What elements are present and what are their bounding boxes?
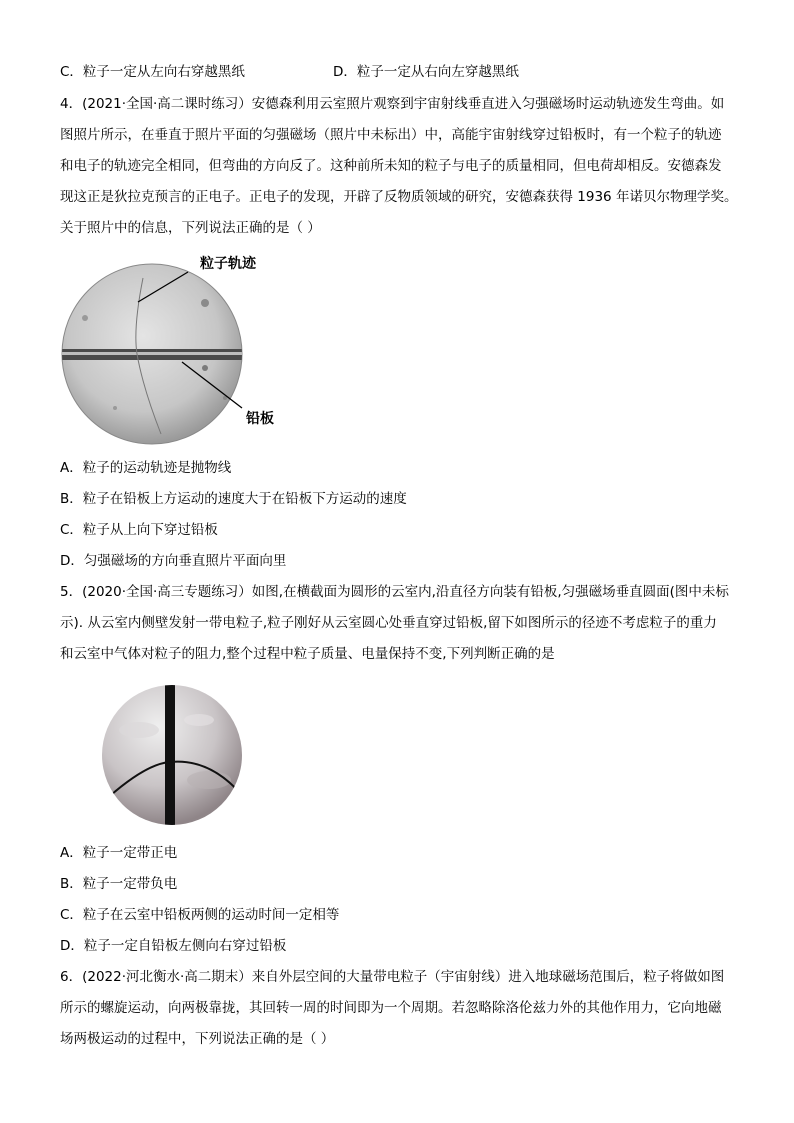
q4-stem-line-3: 和电子的轨迹完全相同，但弯曲的方向反了。这种前所未知的粒子与电子的质量相同，但电荷却相反。安德森发 bbox=[60, 158, 722, 174]
q4-stem-line-1: 4．(2021·全国·高二课时练习）安德森利用云室照片观察到宇宙射线垂直进入匀强磁场时运动轨迹发生弯曲。如 bbox=[60, 96, 725, 112]
q4-stem-line-5: 关于照片中的信息，下列说法正确的是（ ） bbox=[60, 220, 321, 236]
q3-option-c: C．粒子一定从左向右穿越黑纸 bbox=[60, 64, 245, 80]
q3-option-d: D．粒子一定从右向左穿越黑纸 bbox=[333, 64, 519, 80]
q5-stem-line-2: 示). 从云室内侧壁发射一带电粒子,粒子刚好从云室圆心处垂直穿过铅板,留下如图所示的径迹不考虑粒子的重力 bbox=[60, 615, 717, 631]
q6-stem-line-3: 场两极运动的过程中，下列说法正确的是（ ） bbox=[60, 1031, 335, 1047]
q4-figure-label-track: 粒子轨迹 bbox=[200, 256, 256, 272]
q5-option-c: C．粒子在云室中铅板两侧的运动时间一定相等 bbox=[60, 907, 340, 923]
q5-stem-line-1: 5．(2020·全国·高三专题练习）如图,在横截面为圆形的云室内,沿直径方向装有铅板,匀强磁场垂直圆面(图中未标 bbox=[60, 584, 729, 600]
q4-option-b: B．粒子在铅板上方运动的速度大于在铅板下方运动的速度 bbox=[60, 491, 407, 507]
q5-option-d: D．粒子一定自铅板左侧向右穿过铅板 bbox=[60, 938, 287, 954]
q5-option-a: A．粒子一定带正电 bbox=[60, 845, 178, 861]
q5-stem-line-3: 和云室中气体对粒子的阻力,整个过程中粒子质量、电量保持不变,下列判断正确的是 bbox=[60, 646, 555, 662]
q6-stem-line-1: 6．(2022·河北衡水·高二期末）来自外层空间的大量带电粒子（宇宙射线）进入地球磁场范围后，粒子将做如图 bbox=[60, 969, 725, 985]
q5-option-b: B．粒子一定带负电 bbox=[60, 876, 178, 892]
q6-stem-line-2: 所示的螺旋运动，向两极靠拢，其回转一周的时间即为一个周期。若忽略除洛伦兹力外的其他作用力，它向地磁 bbox=[60, 1000, 722, 1016]
q4-option-a: A．粒子的运动轨迹是抛物线 bbox=[60, 460, 232, 476]
q4-stem-line-4: 现这正是狄拉克预言的正电子。正电子的发现，开辟了反物质领域的研究，安德森获得 1936 年诺贝尔物理学奖。 bbox=[60, 189, 738, 205]
q4-stem-line-2: 图照片所示，在垂直于照片平面的匀强磁场（照片中未标出）中，高能宇宙射线穿过铅板时，有一个粒子的轨迹 bbox=[60, 127, 722, 143]
q4-option-c: C．粒子从上向下穿过铅板 bbox=[60, 522, 218, 538]
q4-option-d: D．匀强磁场的方向垂直照片平面向里 bbox=[60, 553, 287, 569]
q5-cloud-chamber-figure bbox=[99, 680, 249, 830]
q4-figure-label-plate: 铅板 bbox=[246, 411, 274, 427]
